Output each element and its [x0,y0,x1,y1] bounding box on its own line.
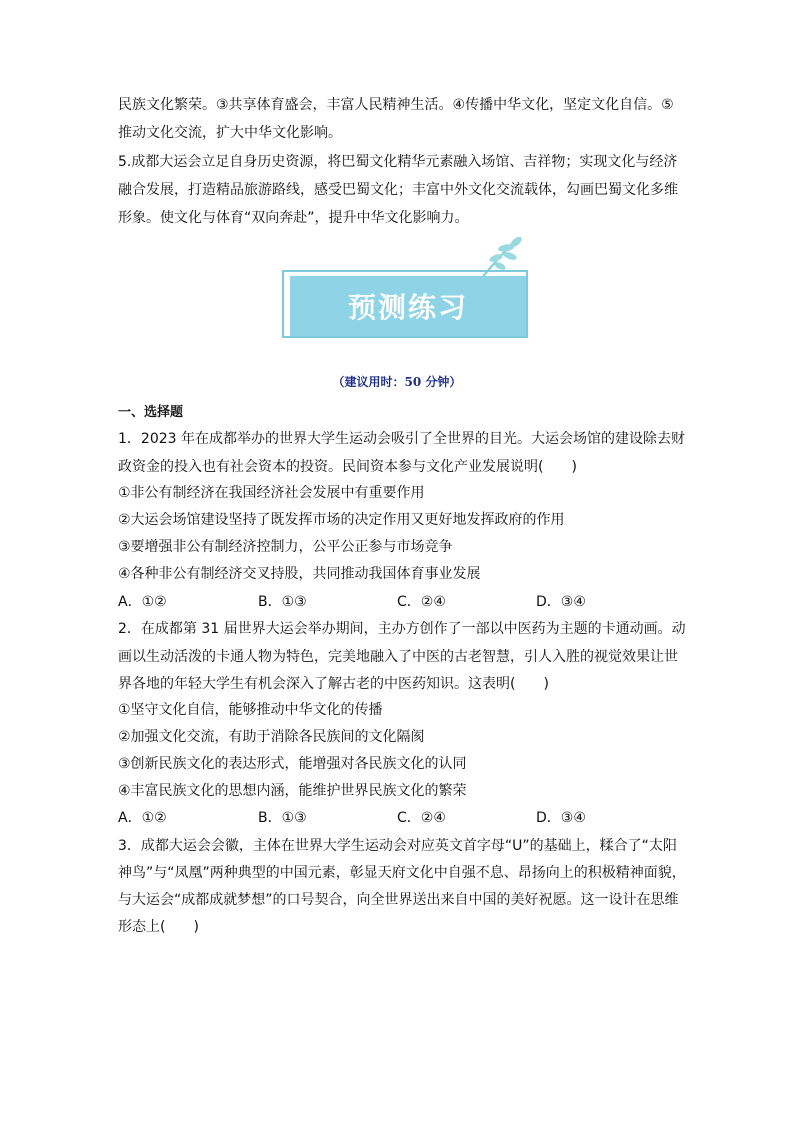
q1-statement-2: ②大运会场馆建设坚持了既发挥市场的决定作用又更好地发挥政府的作用 [118,512,565,528]
section-banner [282,234,534,342]
q2-option-c[interactable]: C．②④ [397,810,446,826]
q2-statement-1: ①坚守文化自信，能够推动中华文化的传播 [118,702,383,718]
banner-title: 预测练习 [347,291,468,324]
q1-statement-1: ①非公有制经济在我国经济社会发展中有重要作用 [118,485,425,501]
intro-line-5: 形象。使文化与体育“双向奔赴”，提升中华文化影响力。 [118,210,469,226]
q1-option-d[interactable]: D．③④ [536,594,586,610]
q1-option-b[interactable]: B．①③ [258,594,307,610]
q1-stem-line-1: 1．2023 年在成都举办的世界大学生运动会吸引了全世界的目光。大运会场馆的建设除去财 [118,431,685,447]
q1-option-c[interactable]: C．②④ [397,594,446,610]
suggested-time: （建议用时：50 分钟） [332,375,462,389]
q2-statement-2: ②加强文化交流，有助于消除各民族间的文化隔阂 [118,729,425,745]
intro-line-2: 推动文化交流，扩大中华文化影响。 [118,125,342,141]
q2-stem-line-3: 界各地的年轻大学生有机会深入了解古老的中医药知识。这表明( ) [118,676,549,692]
q3-stem-line-1: 3．成都大运会会徽，主体在世界大学生运动会对应英文首字母“U”的基础上，糅合了“太阳 [118,838,677,854]
q1-stem-line-2: 政资金的投入也有社会资本的投资。民间资本参与文化产业发展说明( ) [118,459,577,475]
intro-line-1: 民族文化繁荣。③共享体育盛会，丰富人民精神生活。④传播中华文化，坚定文化自信。⑤ [118,97,674,113]
intro-line-4: 融合发展，打造精品旅游路线，感受巴蜀文化；丰富中外文化交流载体，勾画巴蜀文化多维 [118,182,678,198]
q3-stem-line-3: 与大运会“成都成就梦想”的口号契合，向全世界送出来自中国的美好祝愿。这一设计在思维 [118,892,679,908]
q2-stem-line-2: 画以生动活泼的卡通人物为特色，完美地融入了中医的古老智慧，引人入胜的视觉效果让世 [118,649,678,665]
q1-statement-4: ④各种非公有制经济交叉持股，共同推动我国体育事业发展 [118,566,481,582]
q2-stem-line-1: 2．在成都第 31 届世界大运会举办期间，主办方创作了一部以中医药为主题的卡通动画。动 [118,621,686,637]
q2-statement-3: ③创新民族文化的表达形式，能增强对各民族文化的认同 [118,756,467,772]
intro-line-3: 5.成都大运会立足自身历史资源，将巴蜀文化精华元素融入场馆、吉祥物；实现文化与经济 [118,154,678,170]
q2-option-b[interactable]: B．①③ [258,810,307,826]
q2-option-a[interactable]: A．①② [118,810,167,826]
q3-stem-line-4: 形态上( ) [118,919,199,935]
q1-statement-3: ③要增强非公有制经济控制力，公平公正参与市场竞争 [118,539,453,555]
q2-option-d[interactable]: D．③④ [536,810,586,826]
section-title: 一、选择题 [118,405,184,420]
q1-option-a[interactable]: A．①② [118,594,167,610]
q3-stem-line-2: 神鸟”与“凤凰”两种典型的中国元素，彰显天府文化中自强不息、昂扬向上的积极精神面貌， [118,865,686,881]
q2-statement-4: ④丰富民族文化的思想内涵，能维护世界民族文化的繁荣 [118,783,467,799]
